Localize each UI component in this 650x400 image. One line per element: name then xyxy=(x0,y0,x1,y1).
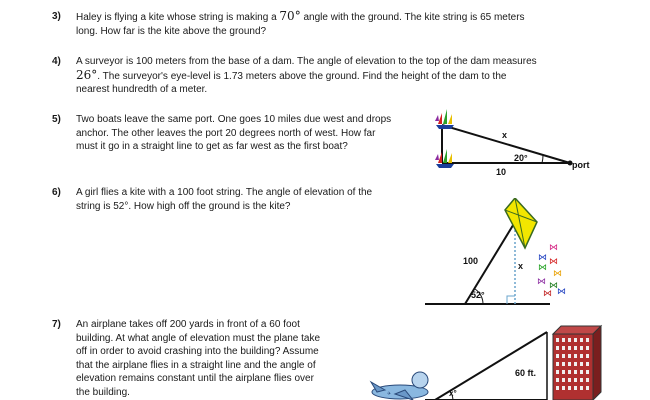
angle-label: 20° xyxy=(514,153,528,163)
sailboat-icon xyxy=(435,109,454,129)
base-label: 10 xyxy=(496,167,507,177)
right-angle-mark xyxy=(507,296,515,304)
problem-number: 3) xyxy=(52,11,61,22)
string-label: 100 xyxy=(463,256,479,266)
svg-text:⋈: ⋈ xyxy=(537,276,546,286)
kite-icon xyxy=(505,198,537,248)
plane-figure xyxy=(365,320,605,400)
problem-text: Haley is flying a kite whose string is making a xyxy=(76,12,280,23)
svg-text:⋈: ⋈ xyxy=(549,280,558,290)
angle-arc xyxy=(542,155,543,163)
problem-text: An airplane takes off 200 yards in front of a 60 foot xyxy=(76,319,300,330)
problem-text: building. At what angle of elevation must the plane take xyxy=(76,332,321,344)
svg-text:⋈: ⋈ xyxy=(549,242,558,252)
problem-text: angle with the ground. The kite string is 65 meters xyxy=(300,12,525,23)
port-label: port xyxy=(572,160,590,170)
kite-tail-icon xyxy=(537,242,566,298)
hypotenuse-label: x xyxy=(502,130,508,140)
problem-text: string is 52°. How high off the ground is the kite? xyxy=(76,200,291,212)
problem-number: 5) xyxy=(52,114,61,125)
kite-figure xyxy=(425,198,585,310)
angle-value: 70° xyxy=(279,9,301,23)
height-label: x xyxy=(518,261,524,271)
problem-number: 6) xyxy=(52,187,61,198)
sailboat-icon xyxy=(435,149,454,168)
problem-text: long. How far is the kite above the ground? xyxy=(76,25,267,37)
problem-text: must it go in a straight line to get as far west as the first boat? xyxy=(76,141,348,152)
problem-text: A surveyor is 100 meters from the base of a dam. The angle of elevation to the top of the dam measures xyxy=(76,56,537,67)
problem-text: anchor. The other leaves the port 20 degrees north of west. How far xyxy=(76,127,376,139)
svg-text:⋈: ⋈ xyxy=(538,262,547,272)
svg-text:⋈: ⋈ xyxy=(553,268,562,278)
svg-text:⋈: ⋈ xyxy=(557,286,566,296)
svg-text:⋈: ⋈ xyxy=(538,252,547,262)
angle-label: x° xyxy=(449,389,457,398)
problem-text: that the airplane flies in a straight line and the angle of xyxy=(76,359,316,371)
height-label: 60 ft. xyxy=(515,368,537,378)
problem-text: elevation remains constant until the airplane flies over xyxy=(76,373,314,384)
svg-text:✈: ✈ xyxy=(387,391,392,397)
problem-text: . The surveyor's eye-level is 1.73 meters above the ground. Find the height of the dam to the xyxy=(97,70,507,82)
angle-value: 26° xyxy=(76,67,98,82)
boats-figure xyxy=(430,105,610,185)
problem-number: 4) xyxy=(52,56,61,67)
angle-label: 52° xyxy=(471,290,485,300)
problem-text: the building. xyxy=(76,386,130,398)
svg-text:⋈: ⋈ xyxy=(549,256,558,266)
problem-text: off in order to avoid crashing into the building? Assume xyxy=(76,346,319,357)
svg-text:⋈: ⋈ xyxy=(543,288,552,298)
airplane-icon xyxy=(371,372,428,400)
problem-number: 7) xyxy=(52,319,61,330)
building-icon xyxy=(553,326,601,400)
problem-text: A girl flies a kite with a 100 foot string. The angle of elevation of the xyxy=(76,187,373,198)
problem-text: Two boats leave the same port. One goes 10 miles due west and drops xyxy=(76,114,392,125)
problem-text: nearest hundredth of a meter. xyxy=(76,84,208,95)
